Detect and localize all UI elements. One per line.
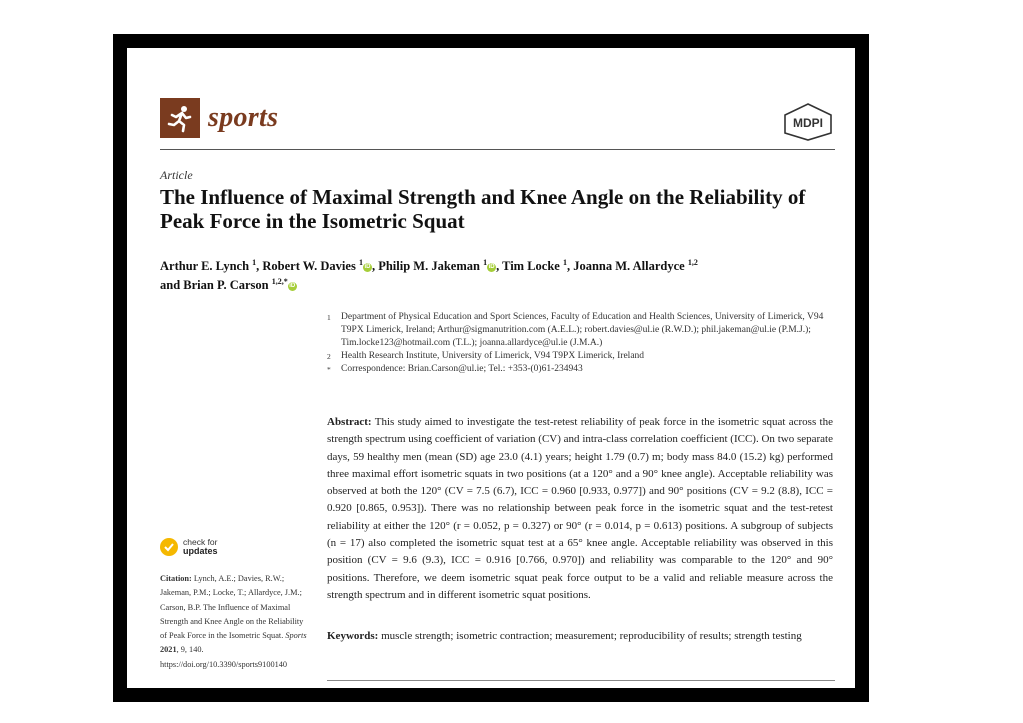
affiliation: 1 Department of Physical Education and Sport Sciences, Faculty of Education and Health Sciences, University of Limerick, V94 T9PX Limerick, Ireland; Arthur@sigmanutrition.com (A.E.L.); robert.davies@ul.ie (R.W.D.); phil.jakeman@ul.ie (P.M.J.); Tim.locke123@hotmail.com (T.L.); joanna.allardyce@ul.ie (J.M.A.) <box>327 312 824 348</box>
journal-name: sports <box>208 102 279 133</box>
running-figure-icon <box>160 98 200 138</box>
publisher-name: MDPI <box>793 116 823 130</box>
citation-rest: , 9, 140. https://doi.org/10.3390/sports9100140 <box>160 645 288 669</box>
checkmark-icon <box>160 538 178 556</box>
bottom-rule <box>327 680 835 681</box>
paper-page <box>127 48 855 688</box>
citation-text: Lynch, A.E.; Davies, R.W.; Jakeman, P.M.; Locke, T.; Allardyce, J.M.; Carson, B.P. The Influence of Maximal Strength and Knee Angle on the Reliability of Peak Force in the Isometric Squat. <box>160 574 304 641</box>
mdpi-logo <box>783 103 833 141</box>
author: Arthur E. Lynch $^1$ <box>160 258 257 274</box>
abstract <box>327 414 833 604</box>
author: Tim Locke $^1$ <box>502 258 567 274</box>
affiliations <box>327 311 827 376</box>
author: Joanna M. Allardyce $^{1,2}$ <box>573 258 698 274</box>
author: Philip M. Jakeman $^1$ iD <box>378 258 495 274</box>
orcid-icon[interactable]: iD <box>289 282 296 289</box>
abstract-text: This study aimed to investigate the test-retest reliability of peak force in the isometric squat across the strength spectrum using coefficient of variation (CV) and intra-class correlation coefficient (ICC). On two separate days, 59 healthy men (mean (SD) age 23.0 (4.1) years; height 1.79 (0.7) m; body mass 84.0 (15.2) kg) performed three maximal effort isometric squats in two positions (at a 120° and a 90° knee angle). Acceptable reliability was observed at both the 120° (CV = 7.5 (6.7), ICC = 0.960 [0.933, 0.977]) and 90° positions (CV = 9.2 (8.8), ICC = 0.920 [0.865, 0.953]). There was no relationship between peak force in the isometric squat and the test-retest reliability at either the 120° (r = 0.052, p = 0.327) or 90° (r = 0.014, p = 0.613) positions. A subgroup of subjects (n = 17) also completed the isometric squat test at a 65° knee angle. Acceptable reliability was observed in this position (CV = 9.6 (9.3), ICC = 0.916 [0.766, 0.970]) and reliability was comparable to the 120° and 90° positions. Therefore, we deem isometric squat peak force output to be a valid and reliable measure across the strength spectrum and in different isometric squat positions. <box>327 416 833 601</box>
journal-header <box>160 98 278 138</box>
citation-label: Citation: <box>160 574 192 583</box>
orcid-icon[interactable]: iD <box>364 263 371 270</box>
check-label: check for <box>183 537 218 547</box>
updates-label: updates <box>183 546 218 556</box>
header-rule <box>160 149 835 150</box>
author-list: Arthur E. Lynch $^1$, Robert W. Davies $^1$ iD , Philip M. Jakeman $^1$ iD , Tim Locke $^1$, Joanna M. Allardyce $^{1,2}$ and Brian P. Carson $^{1,2,*}$ iD <box>160 258 698 293</box>
citation-year: 2021 <box>160 645 177 655</box>
affiliation: 2 Health Research Institute, University of Limerick, V94 T9PX Limerick, Ireland <box>327 351 645 361</box>
abstract-label: Abstract: <box>327 416 372 428</box>
article-title: The Influence of Maximal Strength and Knee Angle on the Reliability of Peak Force in the Isometric Squat <box>160 185 806 233</box>
keywords-text: muscle strength; isometric contraction; measurement; reproducibility of results; strength testing <box>381 630 802 642</box>
author: Robert W. Davies $^1$ iD <box>262 258 371 274</box>
keywords-label: Keywords: <box>327 630 379 642</box>
correspondence: * Correspondence: Brian.Carson@ul.ie; Tel.: +353-(0)61-234943 <box>327 364 583 374</box>
check-for-updates-button[interactable] <box>160 538 218 556</box>
article-type: Article <box>160 168 193 182</box>
author: Brian P. Carson $^{1,2,*}$ iD <box>183 277 296 293</box>
keywords <box>327 628 833 645</box>
citation <box>160 572 308 672</box>
citation-journal: Sports <box>285 631 307 641</box>
orcid-icon[interactable]: iD <box>488 263 495 270</box>
